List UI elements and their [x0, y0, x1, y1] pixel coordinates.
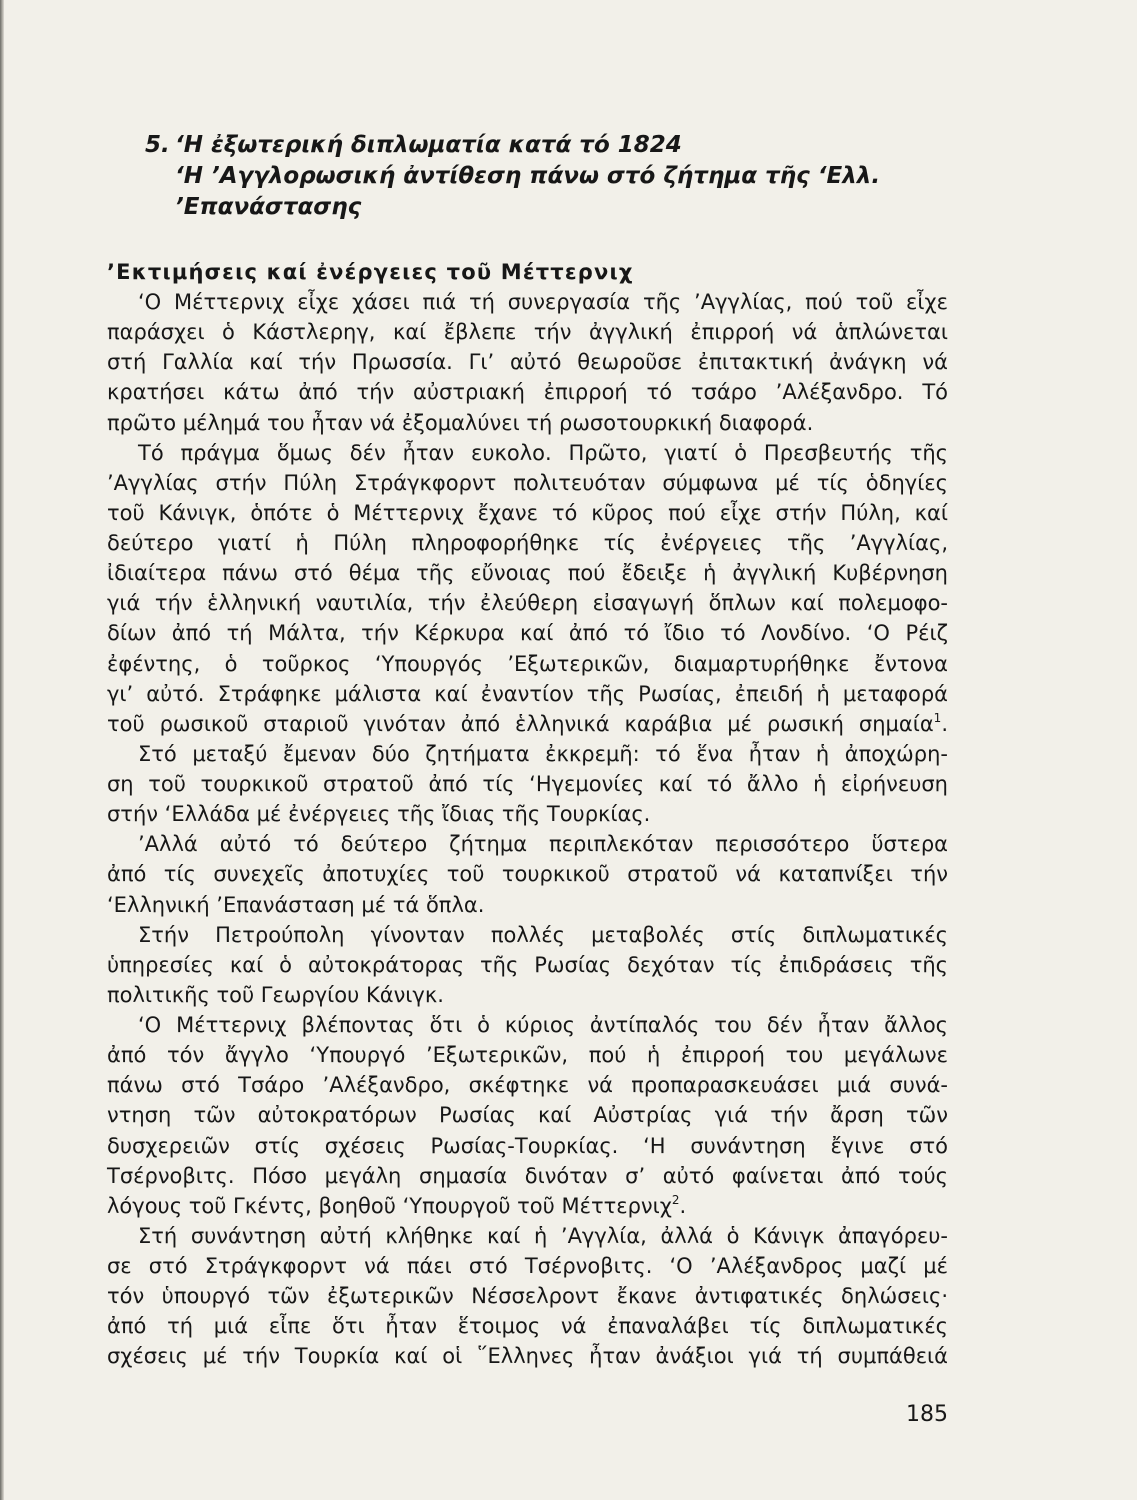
text-line: σχέσεις μέ τήν Τουρκία καί οἱ ῞Ελληνες ἦταν ἀνάξιοι γιά τή συμπάθειά — [107, 1344, 948, 1369]
text-line: στή Γαλλία καί τήν Πρωσσία. Γι’ αὐτό θεωροῦσε ἐπιτακτική ἀνάγκη νά — [107, 350, 948, 375]
text-line: ‘Ελληνική ’Επανάσταση μέ τά ὅπλα. — [107, 892, 485, 917]
text-line: ’Αλλά αὐτό τό δεύτερο ζήτημα περιπλεκόταν περισσότερο ὕστερα — [138, 832, 948, 857]
text-line: ‘Ο Μέττερνιχ εἶχε χάσει πιά τή συνεργασία τῆς ’Αγγλίας, πού τοῦ εἶχε — [138, 290, 948, 314]
text-line — [107, 1191, 948, 1221]
paragraph — [107, 739, 948, 829]
text-line: παράσχει ὁ Κάστλερηγ, καί ἔβλεπε τήν ἀγγλική ἐπιρροή νά ἁπλώνεται — [107, 320, 948, 345]
paragraph — [107, 1221, 948, 1372]
text-line: στήν ‘Ελλάδα μέ ἐνέργειες τῆς ἴδιας τῆς Τουρκίας. — [107, 802, 651, 827]
heading-line: ‘Η ’Αγγλορωσική ἀντίθεση πάνω στό ζήτημα τῆς ‘Ελλ. — [175, 163, 881, 189]
text-line — [107, 709, 948, 739]
text-line: γι’ αὐτό. Στράφηκε μάλιστα καί ἐναντίον τῆς Ρωσίας, ἐπειδή ἡ μεταφορά — [107, 681, 948, 706]
text-line: γιά τήν ἑλληνική ναυτιλία, τήν ἐλεύθερη εἰσαγωγή ὅπλων καί πολεμοφο- — [107, 591, 948, 616]
text-line: πολιτικῆς τοῦ Γεωργίου Κάνιγκ. — [107, 982, 444, 1007]
body-text — [107, 287, 948, 1372]
text-line: ὑπηρεσίες καί ὁ αὐτοκράτορας τῆς Ρωσίας δεχόταν τίς ἐπιδράσεις τῆς — [107, 952, 948, 977]
paragraph — [107, 287, 948, 438]
text-line: ση τοῦ τουρκικοῦ στρατοῦ ἀπό τίς ‘Ηγεμονίες καί τό ἄλλο ἡ εἰρήνευση — [107, 772, 948, 796]
text-line: ἀπό τή μιά εἶπε ὅτι ἦταν ἕτοιμος νά ἐπαναλάβει τίς διπλωματικές — [107, 1314, 948, 1339]
text-line: τόν ὑπουργό τῶν ἐξωτερικῶν Νέσσελροντ ἔκανε ἀντιφατικές δηλώσεις· — [107, 1284, 948, 1309]
footnote-marker: 2 — [671, 1192, 680, 1207]
text-line-content: τοῦ ρωσικοῦ σταριοῦ γινόταν ἀπό ἑλληνικά καράβια μέ ρωσική σημαία — [107, 711, 934, 736]
paragraph — [107, 920, 948, 1010]
section-heading — [145, 130, 880, 223]
text-line: Στό μεταξύ ἔμεναν δύο ζητήματα ἐκκρεμῆ: τό ἕνα ἦταν ἡ ἀποχώρη- — [138, 741, 948, 766]
subsection-heading: ’Εκτιμήσεις καί ἐνέργειες τοῦ Μέττερνιχ — [107, 260, 634, 284]
text-line: Στήν Πετρούπολη γίνονταν πολλές μεταβολές στίς διπλωματικές — [138, 922, 948, 947]
text-line: πάνω στό Τσάρο ’Αλέξανδρο, σκέφτηκε νά προπαρασκευάσει μιά συνά- — [107, 1073, 948, 1098]
paragraph — [107, 1010, 948, 1221]
text-line: ’Αγγλίας στήν Πύλη Στράγκφορντ πολιτευόταν σύμφωνα μέ τίς ὁδηγίες — [107, 470, 948, 495]
text-line-tail: . — [941, 711, 948, 736]
heading-line: ‘Η ἐξωτερική διπλωματία κατά τό 1824 — [175, 132, 682, 158]
text-line: δεύτερο γιατί ἡ Πύλη πληροφορήθηκε τίς ἐνέργειες τῆς ’Αγγλίας, — [107, 531, 948, 555]
text-line: Τό πράγμα ὅμως δέν ἦταν ευκολο. Πρῶτο, γιατί ὁ Πρεσβευτής τῆς — [138, 440, 948, 465]
text-line: ‘Ο Μέττερνιχ βλέποντας ὅτι ὁ κύριος ἀντίπαλός του δέν ἦταν ἄλλος — [138, 1013, 948, 1037]
text-line-content: λόγους τοῦ Γκέντς, βοηθοῦ ‘Υπουργοῦ τοῦ Μέττερνιχ — [107, 1193, 672, 1218]
text-line: Τσέρνοβιτς. Πόσο μεγάλη σημασία δινόταν σ’ αὐτό φαίνεται ἀπό τούς — [107, 1163, 948, 1188]
text-line: ἰδιαίτερα πάνω στό θέμα τῆς εὔνοιας πού ἔδειξε ἡ ἀγγλική Κυβέρνηση — [107, 561, 948, 586]
text-line-tail: . — [679, 1193, 687, 1218]
text-line: ντηση τῶν αὐτοκρατόρων Ρωσίας καί Αὐστρίας γιά τήν ἄρση τῶν — [107, 1103, 948, 1128]
text-line: ἀπό τίς συνεχεῖς ἀποτυχίες τοῦ τουρκικοῦ στρατοῦ νά καταπνίξει τήν — [107, 862, 948, 887]
text-line: ἀπό τόν ἄγγλο ‘Υπουργό ’Εξωτερικῶν, πού ἡ ἐπιρροή του μεγάλωνε — [107, 1043, 948, 1068]
text-line: Στή συνάντηση αὐτή κλήθηκε καί ἡ ’Αγγλία, ἀλλά ὁ Κάνιγκ ἀπαγόρευ- — [138, 1223, 948, 1248]
paragraph — [107, 829, 948, 919]
footnote-marker: 1 — [933, 710, 942, 725]
page-number: 185 — [906, 1402, 948, 1427]
text-line: πρῶτο μέλημά του ἦταν νά ἐξομαλύνει τή ρωσοτουρκική διαφορά. — [107, 410, 814, 435]
text-line: δίων ἀπό τή Μάλτα, τήν Κέρκυρα καί ἀπό τό ἴδιο τό Λονδίνο. ‘Ο Ρέιζ — [107, 621, 948, 646]
heading-line: ’Επανάστασης — [175, 194, 362, 220]
text-line: ἐφέντης, ὁ τοῦρκος ‘Υπουργός ’Εξωτερικῶν, διαμαρτυρήθηκε ἔντονα — [107, 651, 948, 676]
text-line: κρατήσει κάτω ἀπό τήν αὐστριακή ἐπιρροή τό τσάρο ’Αλέξανδρο. Τό — [107, 380, 948, 405]
text-line: σε στό Στράγκφορντ νά πάει στό Τσέρνοβιτς. ‘Ο ’Αλέξανδρος μαζί μέ — [107, 1254, 948, 1278]
text-line: δυσχερειῶν στίς σχέσεις Ρωσίας-Τουρκίας. ‘Η συνάντηση ἔγινε στό — [107, 1133, 948, 1158]
section-number: 5. — [145, 132, 170, 158]
paragraph — [107, 438, 948, 739]
text-line: τοῦ Κάνιγκ, ὁπότε ὁ Μέττερνιχ ἔχανε τό κῦρος πού εἶχε στήν Πύλη, καί — [107, 500, 948, 525]
